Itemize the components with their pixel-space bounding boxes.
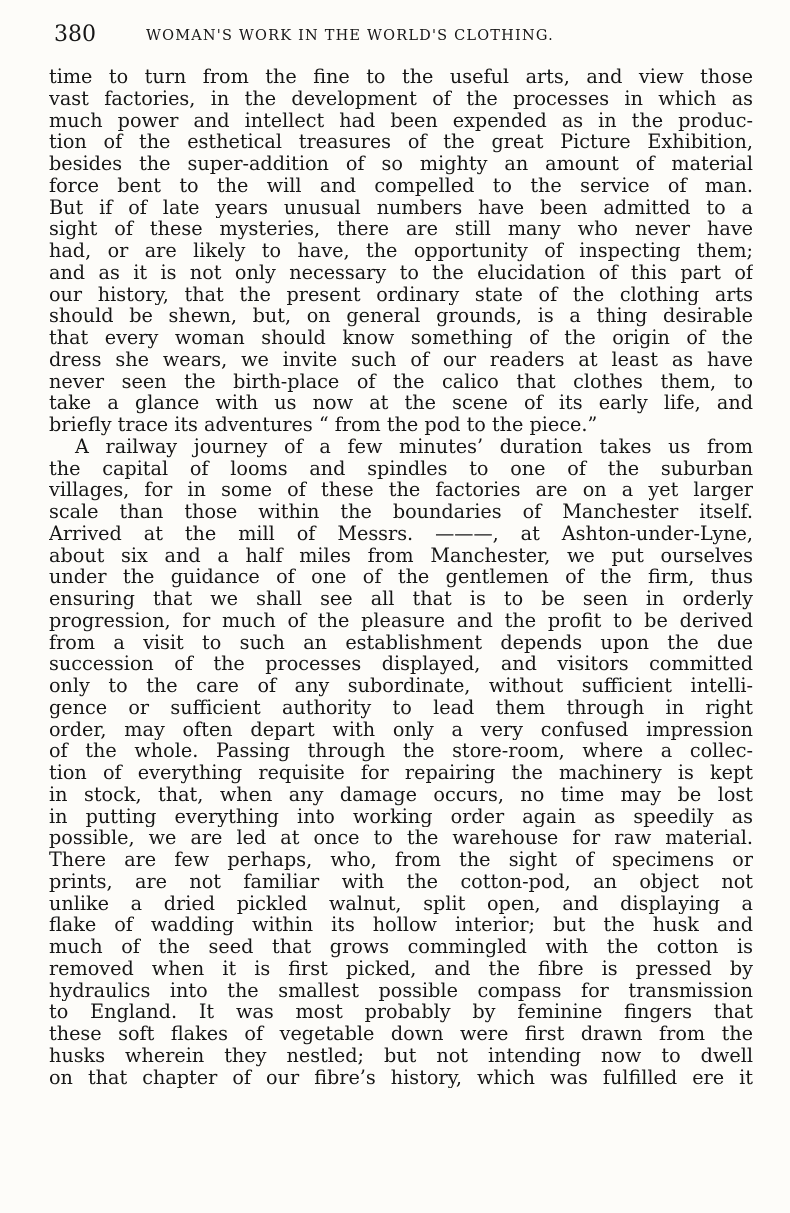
text-line: order, may often depart with only a very confused impression bbox=[49, 718, 753, 741]
page-header bbox=[54, 22, 774, 54]
text-line: of the whole. Passing through the store-room, where a collec- bbox=[49, 740, 753, 762]
text-line: from a visit to such an establishment depends upon the due bbox=[49, 631, 753, 654]
text-line: removed when it is first picked, and the fibre is pressed by bbox=[49, 957, 753, 980]
text-line: villages, for in some of these the factories are on a yet larger bbox=[49, 479, 753, 501]
text-line: never seen the birth-place of the calico that clothes them, to bbox=[49, 370, 753, 393]
text-line: these soft flakes of vegetable down were first drawn from the bbox=[49, 1023, 753, 1045]
text-line: progression, for much of the pleasure and the profit to be derived bbox=[49, 609, 753, 632]
text-line: should be shewn, but, on general grounds, is a thing desirable bbox=[49, 305, 753, 327]
text-line: ensuring that we shall see all that is to be seen in orderly bbox=[49, 588, 753, 610]
text-line: possible, we are led at once to the warehouse for raw material. bbox=[49, 827, 753, 849]
text-line: take a glance with us now at the scene of its early life, and bbox=[49, 392, 753, 414]
text-line: to England. It was most probably by feminine fingers that bbox=[49, 1001, 753, 1023]
text-line: under the guidance of one of the gentlemen of the firm, thus bbox=[49, 566, 753, 588]
running-title: WOMAN'S WORK IN THE WORLD'S CLOTHING. bbox=[146, 28, 554, 44]
text-line: succession of the processes displayed, and visitors committed bbox=[49, 653, 753, 675]
text-line: tion of the esthetical treasures of the great Picture Exhibition, bbox=[49, 131, 753, 153]
text-line: the capital of looms and spindles to one of the suburban bbox=[49, 457, 753, 480]
text-line: our history, that the present ordinary state of the clothing arts bbox=[49, 283, 753, 306]
text-line: gence or sufficient authority to lead them through in right bbox=[49, 696, 753, 719]
text-line: in stock, that, when any damage occurs, no time may be lost bbox=[49, 783, 753, 806]
text-line: briefly trace its adventures “ from the pod to the piece.” bbox=[49, 414, 598, 436]
text-line: on that chapter of our fibre’s history, which was fulfilled ere it bbox=[49, 1066, 753, 1089]
text-line: scale than those within the boundaries of Manchester itself. bbox=[49, 501, 753, 523]
text-line: vast factories, in the development of the processes in which as bbox=[49, 87, 753, 110]
text-line: had, or are likely to have, the opportunity of inspecting them; bbox=[49, 240, 753, 262]
text-line: flake of wadding within its hollow interior; but the husk and bbox=[49, 914, 753, 936]
text-line: besides the super-addition of so mighty an amount of material bbox=[49, 153, 753, 175]
text-line: force bent to the will and compelled to the service of man. bbox=[49, 174, 753, 197]
text-line: much of the seed that grows commingled with the cotton is bbox=[49, 936, 753, 958]
text-line: hydraulics into the smallest possible compass for transmission bbox=[49, 979, 753, 1002]
text-line: only to the care of any subordinate, without sufficient intelli- bbox=[49, 675, 753, 697]
text-line: unlike a dried pickled walnut, split open, and displaying a bbox=[49, 892, 753, 915]
text-line: in putting everything into working order again as speedily as bbox=[49, 805, 753, 828]
text-line: There are few perhaps, who, from the sight of specimens or bbox=[49, 849, 753, 871]
text-line: dress she wears, we invite such of our readers at least as have bbox=[49, 348, 753, 371]
text-line: Arrived at the mill of Messrs. ———, at Ashton-under-Lyne, bbox=[49, 522, 753, 545]
text-line: tion of everything requisite for repairing the machinery is kept bbox=[49, 762, 753, 784]
text-line: A railway journey of a few minutes’ duration takes us from bbox=[75, 435, 753, 458]
text-line: time to turn from the fine to the useful arts, and view those bbox=[49, 66, 753, 88]
text-line: that every woman should know something of the origin of the bbox=[49, 327, 753, 349]
page-number: 380 bbox=[54, 22, 96, 47]
text-line: husks wherein they nestled; but not intending now to dwell bbox=[49, 1044, 753, 1067]
text-line: much power and intellect had been expended as in the produc- bbox=[49, 109, 753, 132]
text-line: and as it is not only necessary to the elucidation of this part of bbox=[49, 261, 753, 284]
text-line: prints, are not familiar with the cotton-pod, an object not bbox=[49, 870, 753, 893]
text-line: about six and a half miles from Manchester, we put ourselves bbox=[49, 544, 753, 567]
text-line: sight of these mysteries, there are still many who never have bbox=[49, 218, 753, 240]
text-line: But if of late years unusual numbers have been admitted to a bbox=[49, 196, 753, 219]
body-text bbox=[49, 66, 753, 1088]
